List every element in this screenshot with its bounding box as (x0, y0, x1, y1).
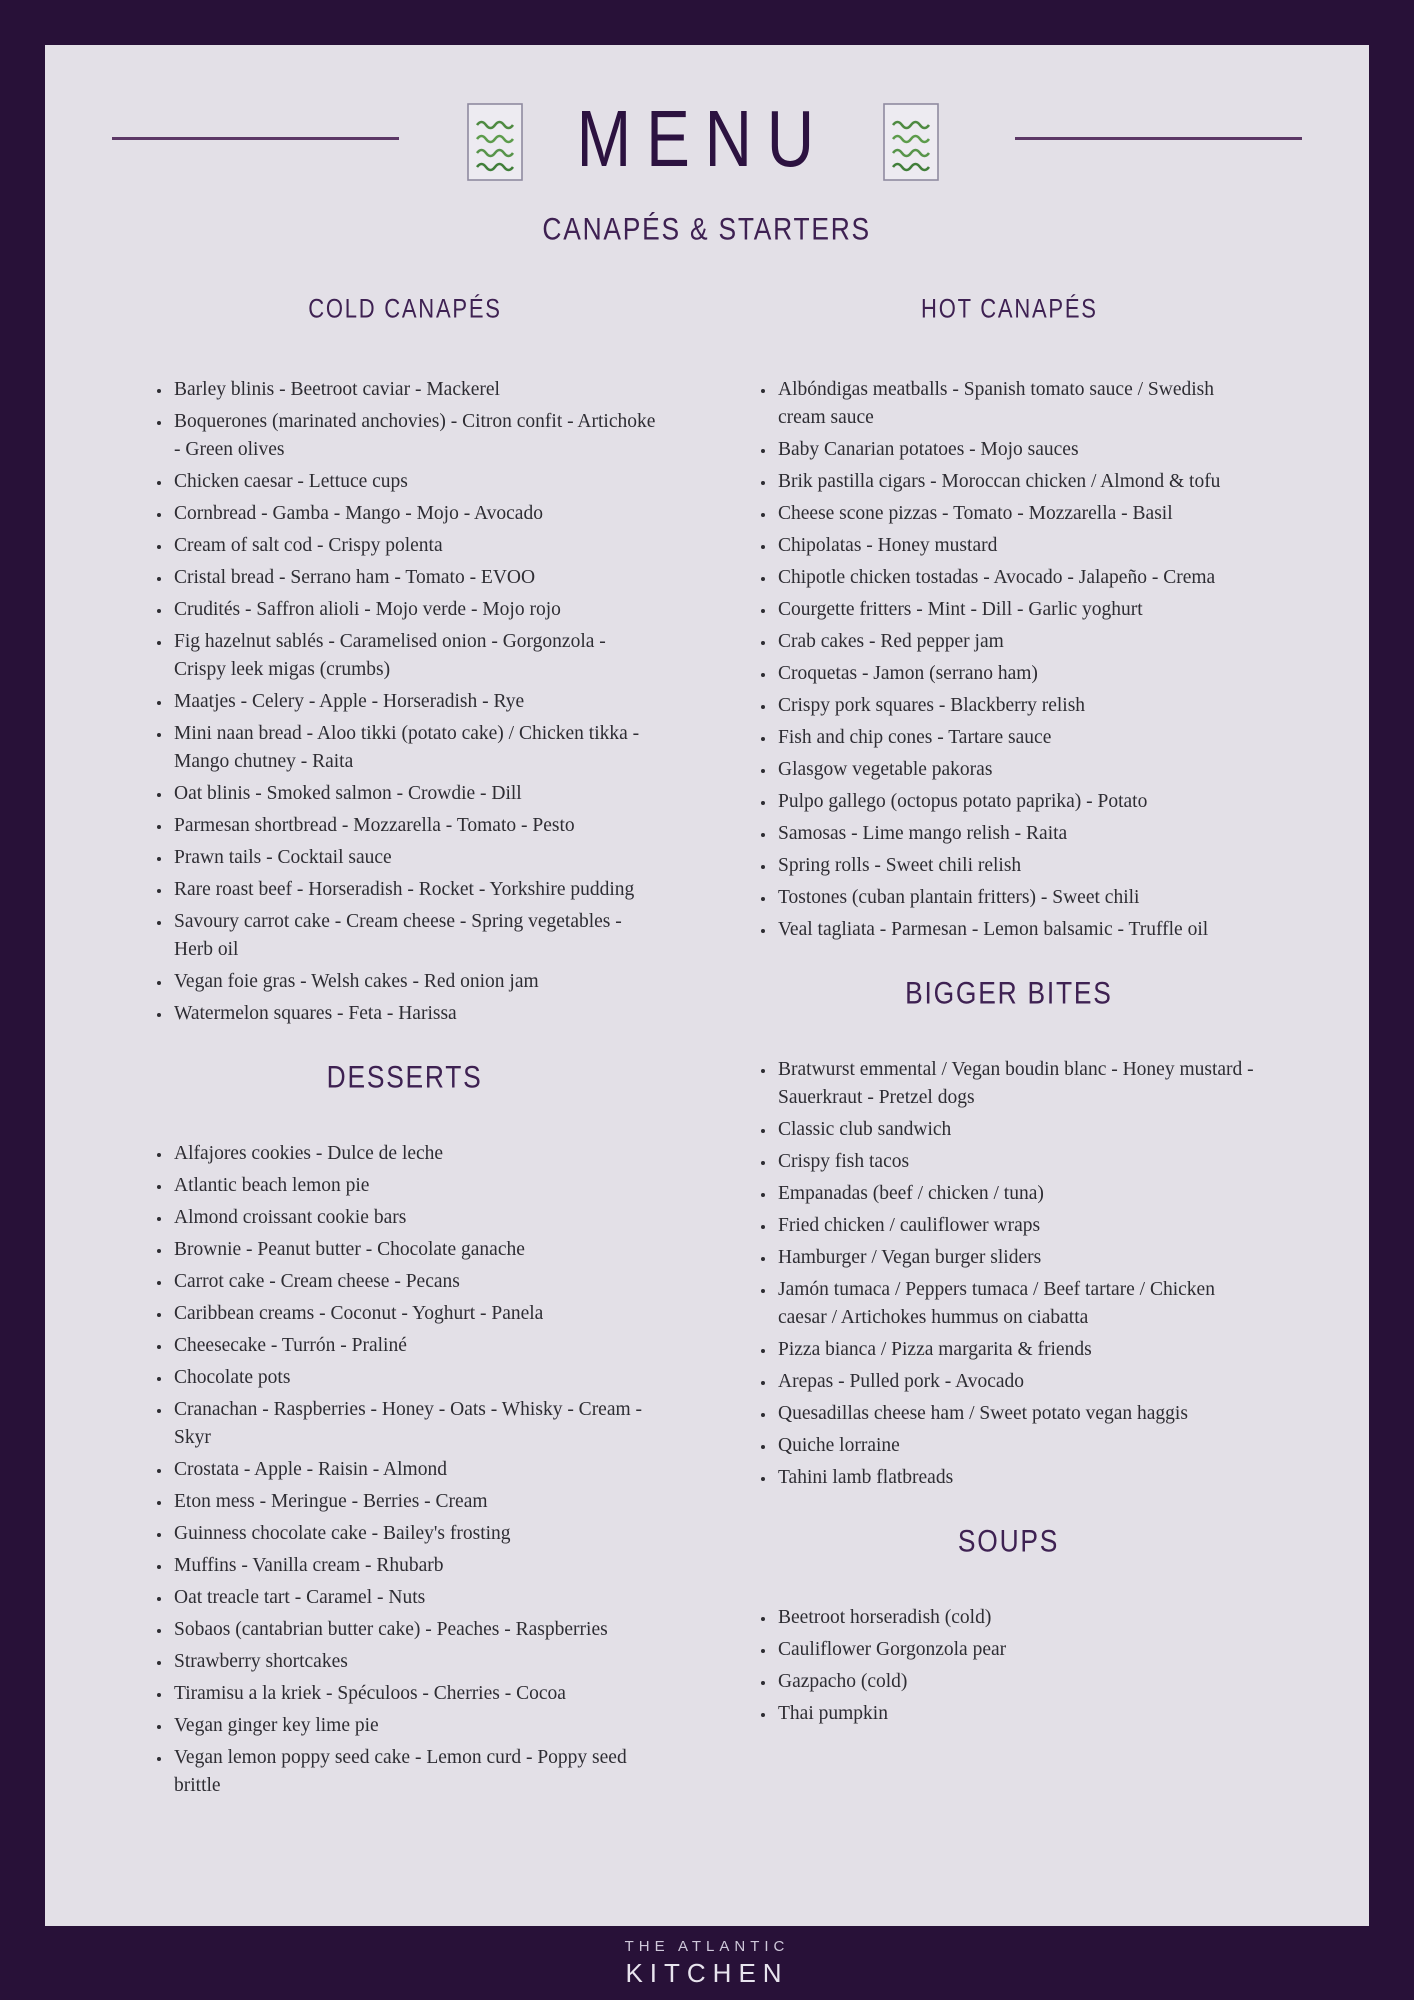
page-title (549, 93, 857, 183)
decorative-line-right (1015, 137, 1302, 140)
menu-item: • Alfajores cookies - Dulce de leche (172, 1140, 659, 1168)
menu-item: • Tiramisu a la kriek - Spéculoos - Cherries - Cocoa (172, 1680, 659, 1708)
menu-item: • Crostata - Apple - Raisin - Almond (172, 1456, 659, 1484)
menu-item: • Cranachan - Raspberries - Honey - Oats - Whisky - Cream - Skyr (172, 1396, 659, 1452)
header (45, 93, 1369, 183)
menu-item: • Veal tagliata - Parmesan - Lemon balsamic - Truffle oil (776, 916, 1263, 944)
menu-item: • Albóndigas meatballs - Spanish tomato sauce / Swedish cream sauce (776, 376, 1263, 432)
menu-item: • Muffins - Vanilla cream - Rhubarb (172, 1552, 659, 1580)
section-title-bigger-bites-text: BIGGER BITES (905, 975, 1113, 1011)
menu-item: • Glasgow vegetable pakoras (776, 756, 1263, 784)
menu-item: • Crudités - Saffron alioli - Mojo verde - Mojo rojo (172, 596, 659, 624)
left-column (151, 292, 659, 1804)
menu-item: • Cornbread - Gamba - Mango - Mojo - Avocado (172, 500, 659, 528)
menu-item: • Vegan ginger key lime pie (172, 1712, 659, 1740)
menu-item: • Baby Canarian potatoes - Mojo sauces (776, 436, 1263, 464)
subsection-title-cold-canapes-text: COLD CANAPÉS (308, 294, 502, 324)
menu-item: • Gazpacho (cold) (776, 1668, 1263, 1696)
page-title-text: MENU (576, 93, 830, 183)
section-title-soups-text: SOUPS (958, 1523, 1060, 1559)
menu-item: • Empanadas (beef / chicken / tuna) (776, 1180, 1263, 1208)
menu-item: • Courgette fritters - Mint - Dill - Garlic yoghurt (776, 596, 1263, 624)
menu-item: • Chicken caesar - Lettuce cups (172, 468, 659, 496)
subsection-title-hot-canapes (755, 292, 1263, 326)
menu-item: • Brownie - Peanut butter - Chocolate ganache (172, 1236, 659, 1264)
menu-item: • Thai pumpkin (776, 1700, 1263, 1728)
menu-item: • Jamón tumaca / Peppers tumaca / Beef tartare / Chicken caesar / Artichokes hummus on ciabatta (776, 1276, 1263, 1332)
menu-item: • Pulpo gallego (octopus potato paprika) - Potato (776, 788, 1263, 816)
menu-item: • Chipotle chicken tostadas - Avocado - Jalapeño - Crema (776, 564, 1263, 592)
menu-item: • Fish and chip cones - Tartare sauce (776, 724, 1263, 752)
menu-item: • Pizza bianca / Pizza margarita & friends (776, 1336, 1263, 1364)
section-title-desserts (151, 1058, 659, 1098)
menu-item: • Almond croissant cookie bars (172, 1204, 659, 1232)
section-title-starters-text: CANAPÉS & STARTERS (542, 211, 872, 247)
menu-item: • Cristal bread - Serrano ham - Tomato - EVOO (172, 564, 659, 592)
right-column (755, 292, 1263, 1804)
footer (0, 1926, 1414, 2000)
menu-columns (45, 292, 1369, 1804)
section-title-bigger-bites (755, 974, 1263, 1014)
menu-item: • Cheesecake - Turrón - Praliné (172, 1332, 659, 1360)
menu-item: • Oat treacle tart - Caramel - Nuts (172, 1584, 659, 1612)
menu-item: • Barley blinis - Beetroot caviar - Mackerel (172, 376, 659, 404)
menu-card (45, 45, 1369, 1955)
brand-name-line1: THE ATLANTIC (624, 1937, 790, 1955)
menu-item: • Spring rolls - Sweet chili relish (776, 852, 1263, 880)
menu-item: • Bratwurst emmental / Vegan boudin blanc - Honey mustard - Sauerkraut - Pretzel dogs (776, 1056, 1263, 1112)
menu-item: • Mini naan bread - Aloo tikki (potato cake) / Chicken tikka - Mango chutney - Raita (172, 720, 659, 776)
menu-item: • Tahini lamb flatbreads (776, 1464, 1263, 1492)
menu-item: • Rare roast beef - Horseradish - Rocket - Yorkshire pudding (172, 876, 659, 904)
menu-item: • Sobaos (cantabrian butter cake) - Peaches - Raspberries (172, 1616, 659, 1644)
menu-item: • Oat blinis - Smoked salmon - Crowdie - Dill (172, 780, 659, 808)
menu-item: • Samosas - Lime mango relish - Raita (776, 820, 1263, 848)
menu-item: • Guinness chocolate cake - Bailey's frosting (172, 1520, 659, 1548)
menu-item: • Cauliflower Gorgonzola pear (776, 1636, 1263, 1664)
soups-list (755, 1604, 1263, 1728)
section-title-desserts-text: DESSERTS (327, 1059, 483, 1095)
menu-item: • Chipolatas - Honey mustard (776, 532, 1263, 560)
menu-item: • Strawberry shortcakes (172, 1648, 659, 1676)
menu-item: • Quiche lorraine (776, 1432, 1263, 1460)
menu-item: • Brik pastilla cigars - Moroccan chicken / Almond & tofu (776, 468, 1263, 496)
menu-item: • Hamburger / Vegan burger sliders (776, 1244, 1263, 1272)
menu-item: • Caribbean creams - Coconut - Yoghurt - Panela (172, 1300, 659, 1328)
section-title-soups (755, 1522, 1263, 1562)
menu-item: • Vegan lemon poppy seed cake - Lemon curd - Poppy seed brittle (172, 1744, 659, 1800)
hot-canapes-list (755, 376, 1263, 944)
menu-item: • Arepas - Pulled pork - Avocado (776, 1368, 1263, 1396)
menu-item: • Tostones (cuban plantain fritters) - Sweet chili (776, 884, 1263, 912)
menu-item: • Cream of salt cod - Crispy polenta (172, 532, 659, 560)
menu-item: • Chocolate pots (172, 1364, 659, 1392)
menu-item: • Carrot cake - Cream cheese - Pecans (172, 1268, 659, 1296)
cold-canapes-list (151, 376, 659, 1028)
waves-icon-left (467, 103, 523, 186)
brand-name-line2: KITCHEN (625, 1957, 789, 1988)
desserts-list (151, 1140, 659, 1800)
menu-item: • Classic club sandwich (776, 1116, 1263, 1144)
menu-item: • Crispy fish tacos (776, 1148, 1263, 1176)
menu-item: • Fig hazelnut sablés - Caramelised onion - Gorgonzola - Crispy leek migas (crumbs) (172, 628, 659, 684)
menu-item: • Fried chicken / cauliflower wraps (776, 1212, 1263, 1240)
menu-item: • Boquerones (marinated anchovies) - Citron confit - Artichoke - Green olives (172, 408, 659, 464)
subsection-title-cold-canapes (151, 292, 659, 326)
menu-item: • Beetroot horseradish (cold) (776, 1604, 1263, 1632)
menu-item: • Eton mess - Meringue - Berries - Cream (172, 1488, 659, 1516)
menu-item: • Vegan foie gras - Welsh cakes - Red onion jam (172, 968, 659, 996)
menu-item: • Quesadillas cheese ham / Sweet potato vegan haggis (776, 1400, 1263, 1428)
decorative-line-left (112, 137, 399, 140)
menu-item: • Croquetas - Jamon (serrano ham) (776, 660, 1263, 688)
waves-icon-right (883, 103, 939, 186)
menu-item: • Crispy pork squares - Blackberry relish (776, 692, 1263, 720)
section-title-starters (45, 210, 1369, 250)
menu-item: • Maatjes - Celery - Apple - Horseradish - Rye (172, 688, 659, 716)
menu-item: • Cheese scone pizzas - Tomato - Mozzarella - Basil (776, 500, 1263, 528)
menu-item: • Parmesan shortbread - Mozzarella - Tomato - Pesto (172, 812, 659, 840)
bigger-bites-list (755, 1056, 1263, 1492)
menu-item: • Crab cakes - Red pepper jam (776, 628, 1263, 656)
subsection-title-hot-canapes-text: HOT CANAPÉS (920, 294, 1098, 324)
menu-item: • Watermelon squares - Feta - Harissa (172, 1000, 659, 1028)
menu-item: • Prawn tails - Cocktail sauce (172, 844, 659, 872)
menu-item: • Atlantic beach lemon pie (172, 1172, 659, 1200)
menu-item: • Savoury carrot cake - Cream cheese - Spring vegetables - Herb oil (172, 908, 659, 964)
